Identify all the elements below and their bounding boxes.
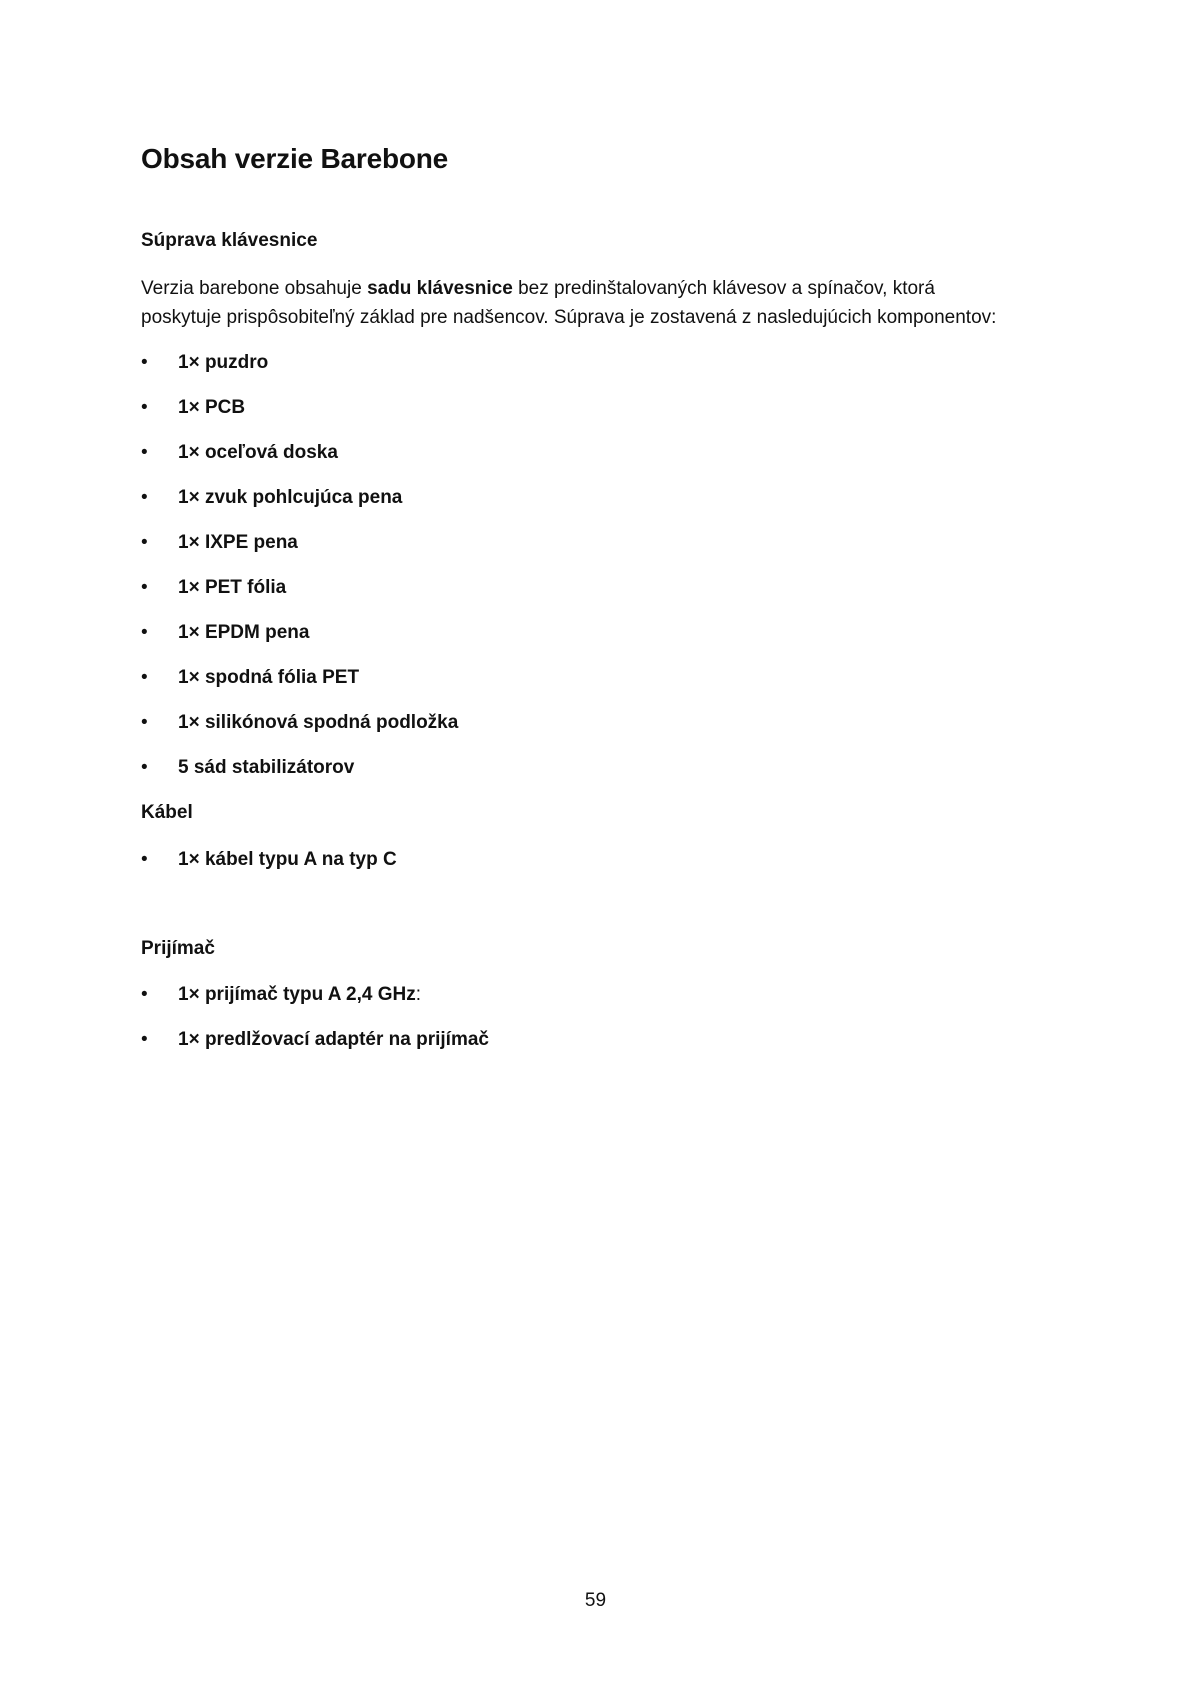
bullet-icon: • <box>141 984 148 1005</box>
list-item-text: 1× silikónová spodná podložka <box>178 712 459 733</box>
list-item-text: 5 sád stabilizátorov <box>178 757 355 778</box>
list-item-text: 1× oceľová doska <box>178 442 338 463</box>
list-item-text: 1× zvuk pohlcujúca pena <box>178 487 403 508</box>
bullet-icon: • <box>141 352 148 373</box>
bullet-icon: • <box>141 397 148 418</box>
bullet-icon: • <box>141 712 148 733</box>
bullet-icon: • <box>141 532 148 553</box>
bullet-icon: • <box>141 577 148 598</box>
page-number: 59 <box>584 1590 607 1611</box>
section-heading-keyboard-kit: Súprava klávesnice <box>141 230 318 251</box>
bullet-icon: • <box>141 667 148 688</box>
bullet-icon: • <box>141 622 148 643</box>
bullet-icon: • <box>141 849 148 870</box>
section-heading-cable: Kábel <box>141 802 193 823</box>
intro-text-end: bez predinštalovaných klávesov a spínačov, ktorá <box>512 278 935 299</box>
bullet-icon: • <box>141 487 148 508</box>
bullet-icon: • <box>141 442 148 463</box>
list-item-text: 1× puzdro <box>178 352 269 373</box>
intro-paragraph <box>141 274 1081 332</box>
list-item-text: 1× kábel typu A na typ C <box>178 849 397 870</box>
list-item-text <box>178 983 421 1007</box>
list-item-text: 1× spodná fólia PET <box>178 667 360 688</box>
bullet-icon: • <box>141 1029 148 1050</box>
intro-bold-term: sadu klávesnice <box>367 278 513 299</box>
intro-text-start: Verzia barebone obsahuje <box>141 278 368 299</box>
list-item-text: 1× EPDM pena <box>178 622 310 643</box>
list-item-text: 1× PET fólia <box>178 577 287 598</box>
bullet-icon: • <box>141 757 148 778</box>
list-item-text <box>178 1028 489 1052</box>
list-item-punctuation: : <box>415 984 422 1005</box>
intro-text-line2: poskytuje prispôsobiteľný základ pre nadšencov. Súprava je zostavená z nasledujúcich komponentov: <box>141 307 997 328</box>
section-heading-receiver: Prijímač <box>141 938 215 959</box>
list-item-bold-text: 1× prijímač typu A 2,4 GHz <box>178 984 416 1005</box>
list-item-bold-text: 1× predlžovací adaptér na prijímač <box>178 1029 489 1050</box>
page-title: Obsah verzie Barebone <box>141 143 449 174</box>
list-item-text: 1× PCB <box>178 397 246 418</box>
list-item-text: 1× IXPE pena <box>178 532 298 553</box>
